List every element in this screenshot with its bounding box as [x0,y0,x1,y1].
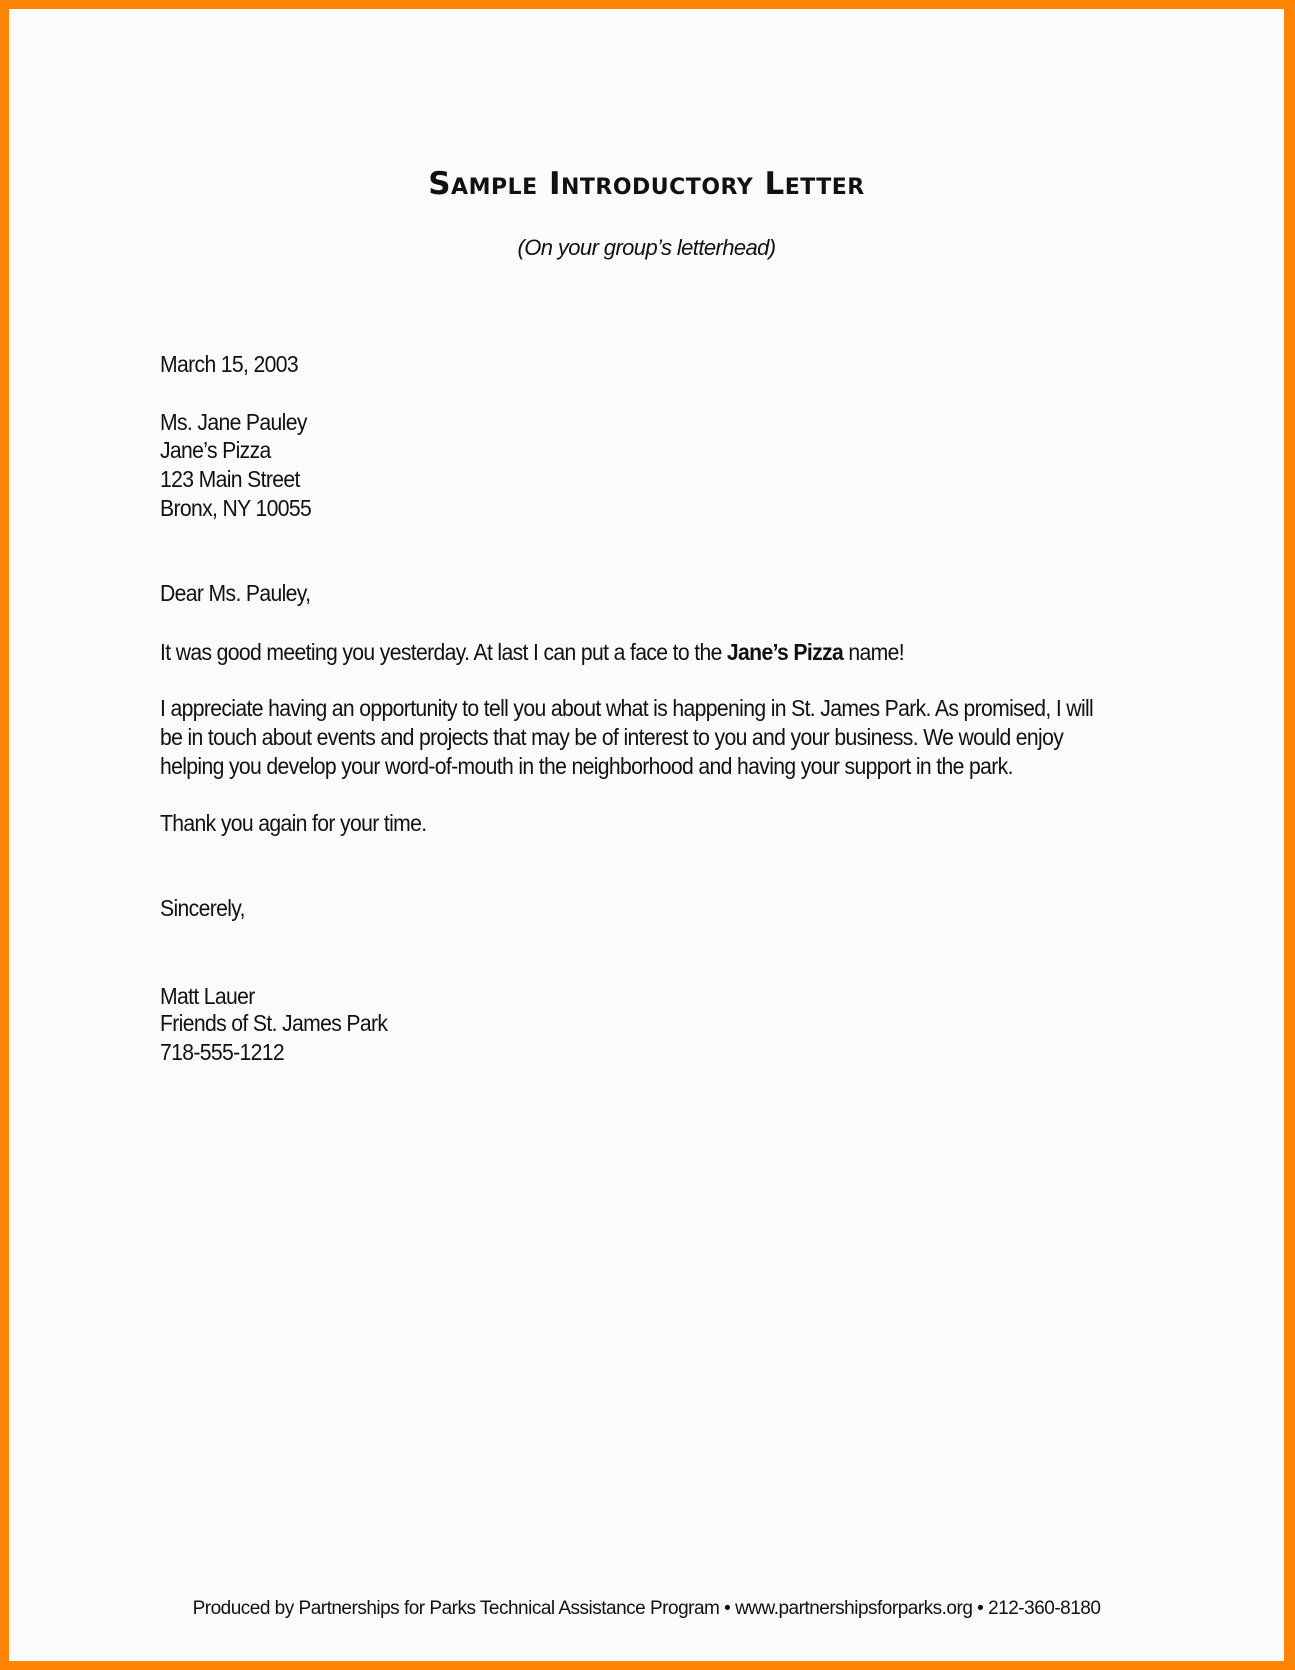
paragraph-1-end: name! [843,639,904,665]
letter-subtitle: (On your group’s letterhead) [517,235,776,260]
paragraph-2-line: helping you develop your word-of-mouth in the neighborhood and having your support in the park. [160,753,1013,779]
recipient-name: Ms. Jane Pauley [160,409,307,435]
signature-org: Friends of St. James Park [160,1010,388,1036]
recipient-company: Jane’s Pizza [160,437,271,463]
paragraph-3: Thank you again for your time. [160,810,427,836]
paragraph-2-line: I appreciate having an opportunity to tell you about what is happening in St. James Park. As promised, I will [160,695,1094,721]
letter-page [9,9,1284,1661]
letter-title: Sample Introductory Letter [428,166,865,202]
paragraph-1 [160,638,904,666]
signature-name: Matt Lauer [160,983,255,1009]
paragraph-2-line: be in touch about events and projects that may be of interest to you and your business. We would enjoy [160,724,1064,750]
business-name: Jane’s Pizza [726,639,844,665]
paragraph-1-text: It was good meeting you yesterday. At last I can put a face to the [160,639,727,665]
recipient-street: 123 Main Street [160,466,300,492]
closing: Sincerely, [160,895,245,921]
recipient-city: Bronx, NY 10055 [160,495,312,521]
footer: Produced by Partnerships for Parks Technical Assistance Program • www.partnershipsforparks.org • 212-360-8180 [192,1598,1101,1619]
letter-date: March 15, 2003 [160,351,299,377]
signature-phone: 718-555-1212 [160,1039,285,1065]
salutation: Dear Ms. Pauley, [160,580,311,606]
